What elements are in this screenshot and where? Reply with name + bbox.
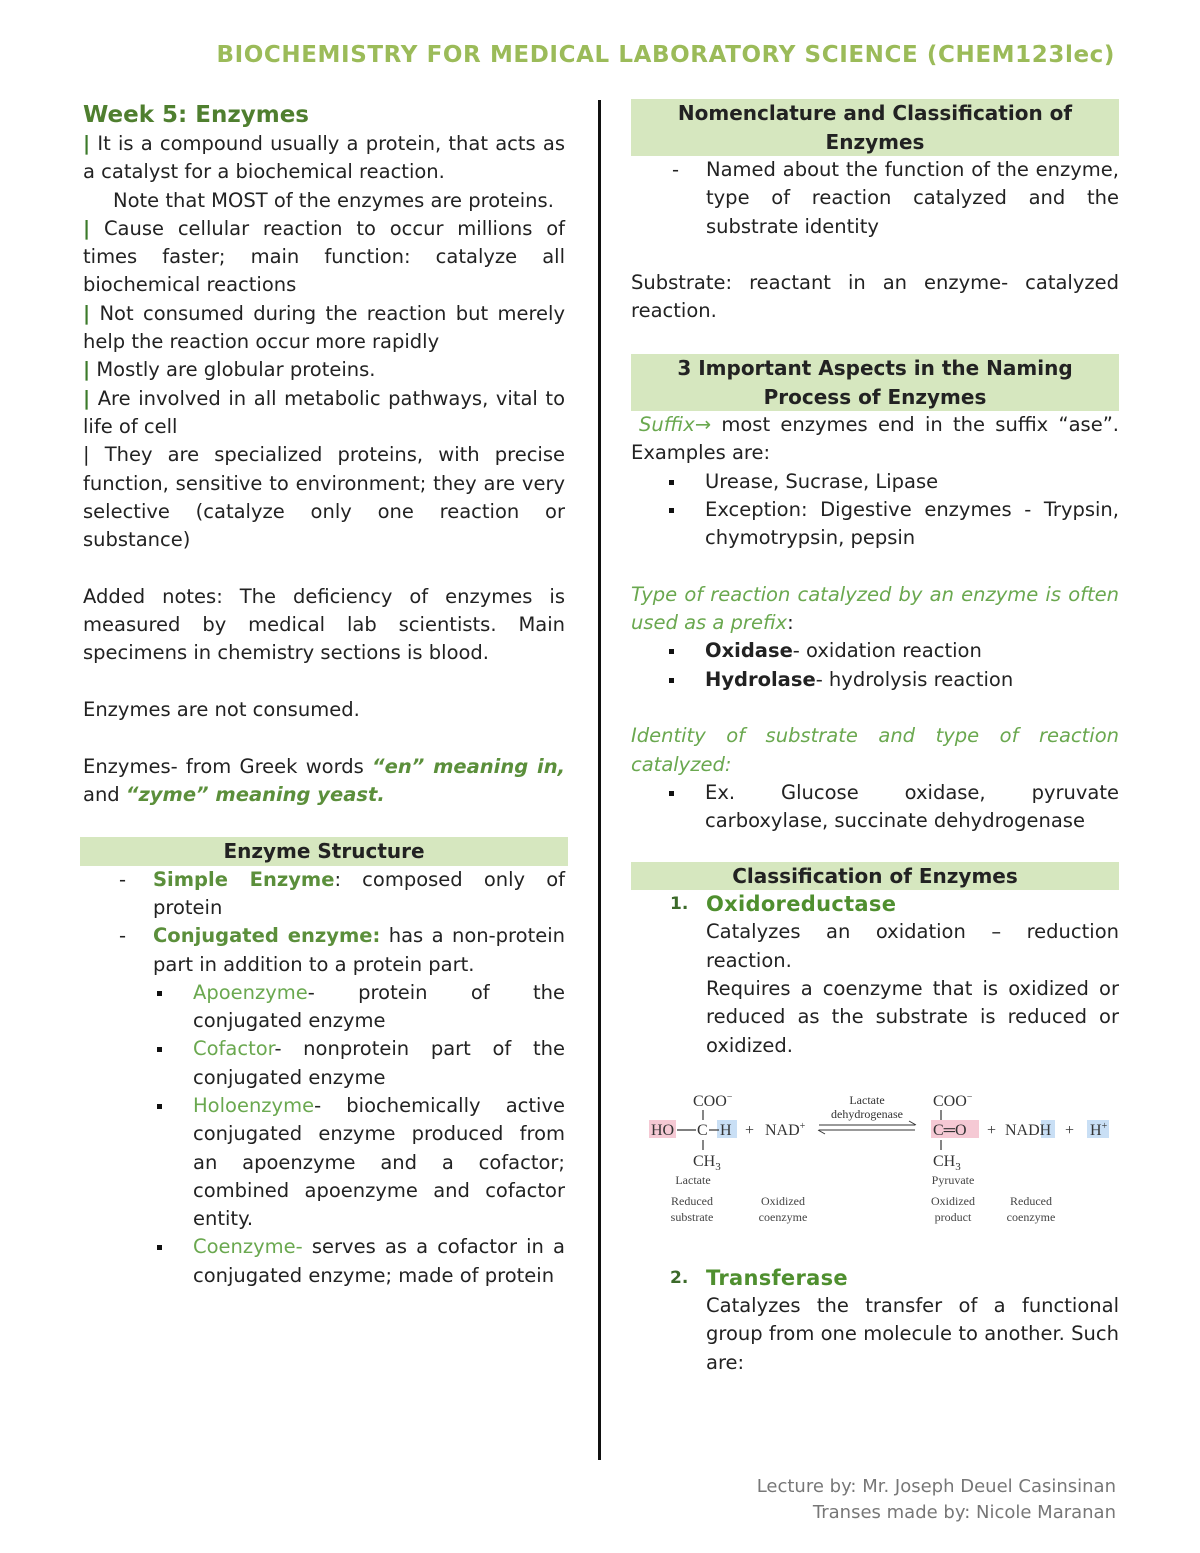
- plus-sign: +: [1065, 1121, 1075, 1139]
- etymology-zyme: “zyme” meaning yeast.: [125, 782, 385, 806]
- ch3-left: $CH_3$: [693, 1152, 721, 1173]
- prefix-paragraph: [631, 581, 1119, 638]
- suffix-paragraph: [631, 411, 1119, 468]
- list-item: [153, 866, 565, 923]
- list-item: [670, 1264, 1119, 1377]
- oxidized-product-2: product: [934, 1209, 972, 1224]
- list-item: [153, 922, 565, 1290]
- item-number: 2.: [670, 1267, 689, 1288]
- ho-label: HO: [651, 1121, 675, 1139]
- prefix-heading: Type of reaction catalyzed by an enzyme is often used as a prefix: [631, 582, 1119, 635]
- structure-list: [83, 866, 565, 1290]
- apoenzyme-term: Apoenzyme: [193, 980, 308, 1004]
- etymology-and: and: [83, 782, 126, 806]
- added-notes: Added notes: The deficiency of enzymes is measured by medical lab scientists. Main specimens in chemistry sections is blood.: [83, 584, 565, 665]
- identity-list: [631, 779, 1119, 836]
- oxidase-def: - oxidation reaction: [792, 639, 982, 663]
- etymology-paragraph: [83, 753, 565, 810]
- function-paragraph: [83, 215, 565, 300]
- not-consumed-paragraph: [83, 300, 565, 357]
- bar-marker: |: [83, 132, 91, 155]
- lecturer-credit: Lecture by: Mr. Joseph Deuel Casinsinan: [756, 1476, 1116, 1497]
- reduced-substrate-2: substrate: [670, 1209, 714, 1224]
- list-item: [193, 1233, 565, 1290]
- coenzyme-term: Coenzyme-: [193, 1235, 303, 1259]
- pathways-paragraph: [83, 385, 565, 442]
- list-item: Urease, Sucrase, Lipase: [705, 468, 1119, 496]
- simple-enzyme-term: Simple Enzyme: [153, 867, 335, 891]
- identity-heading: Identity of substrate and type of reaction catalyzed:: [631, 724, 1119, 776]
- globular-paragraph: [83, 356, 565, 384]
- transes-credit: Transes made by: Nicole Maranan: [812, 1502, 1116, 1523]
- h-label: H: [720, 1121, 732, 1139]
- classification-heading: Classification of Enzymes: [631, 862, 1119, 891]
- hydrolase-def: - hydrolysis reaction: [815, 667, 1014, 691]
- oxidoreductase-desc: Catalyzes an oxidation – reduction reaction.: [706, 920, 1119, 972]
- definition-text: It is a compound usually a protein, that acts as a catalyst for a biochemical reaction.: [83, 132, 565, 184]
- left-column: [83, 100, 565, 1290]
- oxidized-product-1: Oxidized: [931, 1193, 975, 1208]
- plus-sign: +: [745, 1121, 755, 1139]
- list-item: [193, 979, 565, 1036]
- list-item: [705, 637, 1119, 665]
- bar-marker: |: [83, 216, 91, 240]
- holoenzyme-def: - biochemically active conjugated enzyme produced from an apoenzyme and a cofactor; combined apoenzyme and cofactor entity.: [193, 1094, 565, 1231]
- ch3-right: $CH_3$: [933, 1152, 961, 1173]
- carbonyl-label: C═O: [933, 1121, 967, 1139]
- reduced-coenzyme-2: coenzyme: [1006, 1209, 1056, 1224]
- enzyme-name-2: dehydrogenase: [831, 1106, 903, 1121]
- lactate-dehydrogenase-reaction: [631, 1090, 1119, 1250]
- bar-marker: |: [83, 386, 91, 410]
- bar-marker: |: [83, 301, 91, 325]
- bar-marker: |: [83, 358, 91, 382]
- list-item: [670, 890, 1119, 1060]
- not-consumed-text: Not consumed during the reaction but merely help the reaction occur more rapidly: [83, 301, 565, 354]
- etymology-en: “en” meaning in,: [372, 754, 565, 778]
- cofactor-def: - nonprotein part of the conjugated enzyme: [193, 1037, 565, 1089]
- coo-left: COO−: [693, 1091, 733, 1110]
- classification-list-cont: [631, 1264, 1119, 1377]
- oxidoreductase-title: Oxidoreductase: [706, 892, 897, 917]
- page-title: Week 5: Enzymes: [83, 102, 309, 128]
- conjugated-enzyme-def: has a non-protein part in addition to a protein part.: [153, 924, 565, 976]
- transferase-title: Transferase: [706, 1265, 848, 1290]
- list-item: - Named about the function of the enzyme, type of reaction catalyzed and the substrate identity: [706, 156, 1119, 241]
- list-item: [705, 666, 1119, 694]
- coenzyme-def: serves as a cofactor in a conjugated enzyme; made of protein: [193, 1235, 565, 1287]
- etymology-lead: Enzymes- from Greek words: [83, 754, 373, 778]
- oxidized-coenzyme-2: coenzyme: [758, 1209, 808, 1224]
- conjugated-sublist: [153, 979, 565, 1290]
- pathways-text: Are involved in all metabolic pathways, vital to life of cell: [83, 386, 565, 438]
- simple-enzyme-def: : composed only of protein: [153, 867, 566, 919]
- transferase-desc: Catalyzes the transfer of a functional group from one molecule to another. Such are:: [706, 1294, 1119, 1374]
- hplus-label: H+: [1090, 1120, 1108, 1139]
- definition-paragraph: [83, 130, 565, 187]
- nad-label: NAD+: [765, 1120, 806, 1139]
- list-item: Ex. Glucose oxidase, pyruvate carboxylase, succinate dehydrogenase: [705, 779, 1119, 836]
- oxidoreductase-coenzyme: Requires a coenzyme that is oxidized or reduced as the substrate is reduced or oxidized.: [706, 976, 1119, 1057]
- document-header: BIOCHEMISTRY FOR MEDICAL LABORATORY SCIENCE (CHEM123lec): [216, 42, 1115, 68]
- function-text: Cause cellular reaction to occur millions of times faster; main function: catalyze all biochemical reactions: [83, 216, 565, 297]
- not-consumed-note: Enzymes are not consumed.: [83, 697, 360, 721]
- oxidase-term: Oxidase: [705, 639, 793, 663]
- lactate-caption: Lactate: [675, 1172, 711, 1187]
- coo-right: COO−: [933, 1091, 973, 1110]
- nomenclature-heading: Nomenclature and Classification of Enzymes: [631, 99, 1119, 156]
- reduced-substrate-1: Reduced: [671, 1193, 713, 1208]
- globular-text: Mostly are globular proteins.: [96, 358, 376, 382]
- nadh-label: NADH: [1005, 1121, 1052, 1139]
- forward-arrowhead: [909, 1121, 916, 1125]
- column-divider: [598, 100, 601, 1460]
- enzyme-structure-heading: Enzyme Structure: [80, 837, 568, 866]
- nomenclature-list: [631, 156, 1119, 241]
- item-number: 1.: [670, 894, 689, 915]
- enzyme-name-1: Lactate: [849, 1092, 885, 1107]
- apoenzyme-def: - protein of the conjugated enzyme: [193, 980, 565, 1033]
- document-footer: [757, 1474, 1116, 1526]
- right-column: [631, 100, 1119, 1377]
- reaction-diagram: [631, 1090, 1119, 1250]
- cofactor-term: Cofactor: [193, 1037, 275, 1061]
- naming-aspects-heading: 3 Important Aspects in the Naming Process of Enzymes: [631, 354, 1119, 411]
- oxidized-coenzyme-1: Oxidized: [761, 1193, 805, 1208]
- prefix-colon: :: [787, 611, 794, 635]
- hydrolase-term: Hydrolase: [705, 667, 816, 691]
- suffix-def: most enzymes end in the suffix “ase”. Examples are:: [631, 413, 1119, 465]
- note-paragraph: Note that MOST of the enzymes are proteins.: [113, 188, 554, 212]
- suffix-list: [631, 468, 1119, 553]
- list-item: Exception: Digestive enzymes - Trypsin, chymotrypsin, pepsin: [705, 496, 1119, 553]
- reduced-coenzyme-1: Reduced: [1010, 1193, 1052, 1208]
- substrate-definition: Substrate: reactant in an enzyme- catalyzed reaction.: [631, 271, 1119, 323]
- reverse-arrowhead: [818, 1130, 825, 1134]
- prefix-list: [631, 637, 1119, 694]
- c-label: C: [697, 1121, 708, 1139]
- classification-list: [631, 890, 1119, 1060]
- holoenzyme-term: Holoenzyme: [193, 1094, 315, 1117]
- specialized-paragraph: | They are specialized proteins, with precise function, sensitive to environment; they are very selective (catalyze only one reaction or substance): [83, 443, 565, 552]
- list-item: [193, 1035, 565, 1092]
- plus-sign: +: [987, 1121, 997, 1139]
- pyruvate-caption: Pyruvate: [931, 1172, 975, 1187]
- suffix-term: Suffix→: [639, 413, 712, 437]
- conjugated-enzyme-term: Conjugated enzyme:: [153, 924, 381, 948]
- list-item: [193, 1092, 565, 1233]
